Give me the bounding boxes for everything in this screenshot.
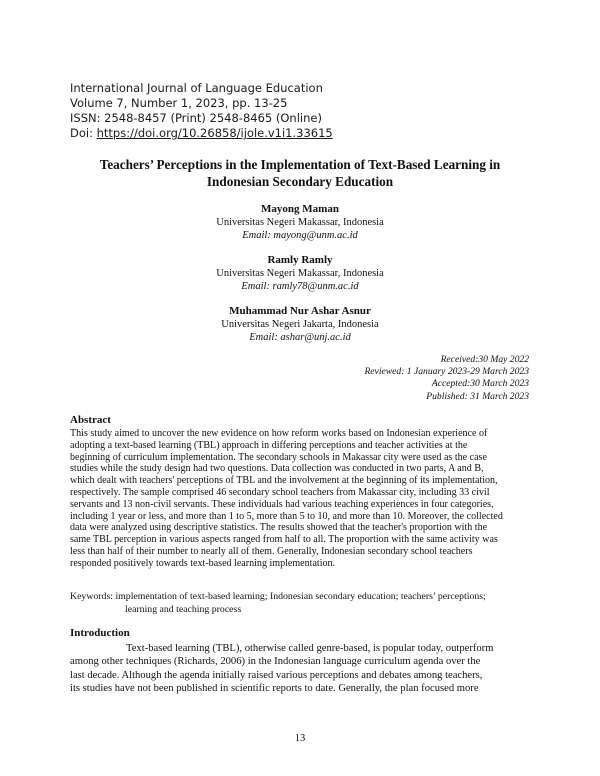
intro-line: Text-based learning (TBL), otherwise called genre-based, is popular today, outperform [126,643,494,654]
author-affiliation: Universitas Negeri Makassar, Indonesia [216,217,384,228]
doi-line [70,126,540,141]
intro-line: its studies have not been published in scientific reports to date. Generally, the plan focused more [70,682,479,694]
date-received: Received:30 May 2022 [440,354,529,365]
author-affiliation: Universitas Negeri Jakarta, Indonesia [221,319,379,330]
date-reviewed: Reviewed: 1 January 2023-29 March 2023 [364,366,529,378]
abstract-line: respectively. The sample comprised 46 secondary school teachers from Makassar city, including 33 civil [70,486,490,498]
keywords [70,591,532,616]
author-email: Email: ramly78@unm.ac.id [241,281,359,292]
author-name: Ramly Ramly [267,254,333,266]
author-email: Email: mayong@unm.ac.id [242,230,358,241]
abstract-heading: Abstract [70,414,111,426]
introduction-heading: Introduction [70,627,130,639]
doi-link[interactable]: https://doi.org/10.26858/ijole.v1i1.33615 [96,126,333,140]
abstract-line: servants and 13 non-civil servants. These individuals had various teaching experiences in four categories, [70,498,494,510]
author-email: Email: ashar@unj.ac.id [249,332,351,343]
abstract-line: less than half of their number to nearly all of them. Generally, Indonesian secondary school teachers [70,545,473,557]
date-published: Published: 31 March 2023 [426,390,529,402]
intro-line: last decade. Although the agenda initially raised various perceptions and debates among teachers, [70,669,483,681]
volume-line: Volume 7, Number 1, 2023, pp. 13-25 [70,96,288,110]
abstract-line: This study aimed to uncover the new evidence on how reform works based on Indonesian experience of [70,428,488,439]
keywords-line-1 [70,591,532,604]
author-1 [100,203,500,242]
keywords-label: Keywords: [70,591,113,602]
intro-line: among other techniques (Richards, 2006) in the Indonesian language curriculum agenda over the [70,656,481,668]
date-accepted: Accepted:30 March 2023 [431,378,529,390]
author-name: Mayong Maman [261,203,339,215]
abstract-line: data were analyzed using descriptive statistics. The results showed that the teacher's proportion with the [70,522,488,534]
keywords-text-2: learning and teaching process [125,603,242,615]
author-name: Muhammad Nur Ashar Asnur [229,305,371,317]
author-3 [100,305,500,344]
doi-label: Doi: [70,126,97,140]
page-number: 13 [294,733,306,744]
keywords-text-1: implementation of text-based learning; Indonesian secondary education; teachers’ perceptions; [115,591,486,602]
article-dates [300,354,529,403]
abstract-line: studies while the study design had two questions. Data collection was conducted in two parts, A and B, [70,463,484,475]
abstract-line: adopting a text-based learning (TBL) approach in differing perceptions and teacher activities at the [70,439,468,451]
paper-title [60,156,540,190]
introduction-body [70,642,530,695]
author-affiliation: Universitas Negeri Makassar, Indonesia [216,268,384,279]
abstract-line: same TBL perception in various aspects ranged from half to all. The proportion with the same activity was [70,534,498,546]
abstract-line: responded positively towards text-based learning implementation. [70,557,336,569]
journal-header [70,81,540,141]
abstract-line: which dealt with teachers' perceptions of TBL and the involvement at the beginning of its implementation, [70,475,498,487]
abstract-line: beginning of curriculum implementation. The secondary schools in Makassar city were used as the case [70,451,487,463]
author-2 [100,254,500,293]
abstract-body [70,428,530,570]
title-line-2: Indonesian Secondary Education [206,174,394,189]
issn-line: ISSN: 2548-8457 (Print) 2548-8465 (Online) [70,111,322,125]
abstract-line: including 1 year or less, and more than 1 to 5, more than 5 to 10, and more than 10. Moreover, the collected [70,510,503,522]
journal-name: International Journal of Language Education [70,81,323,95]
title-line-1: Teachers’ Perceptions in the Implementation of Text-Based Learning in [99,157,501,172]
